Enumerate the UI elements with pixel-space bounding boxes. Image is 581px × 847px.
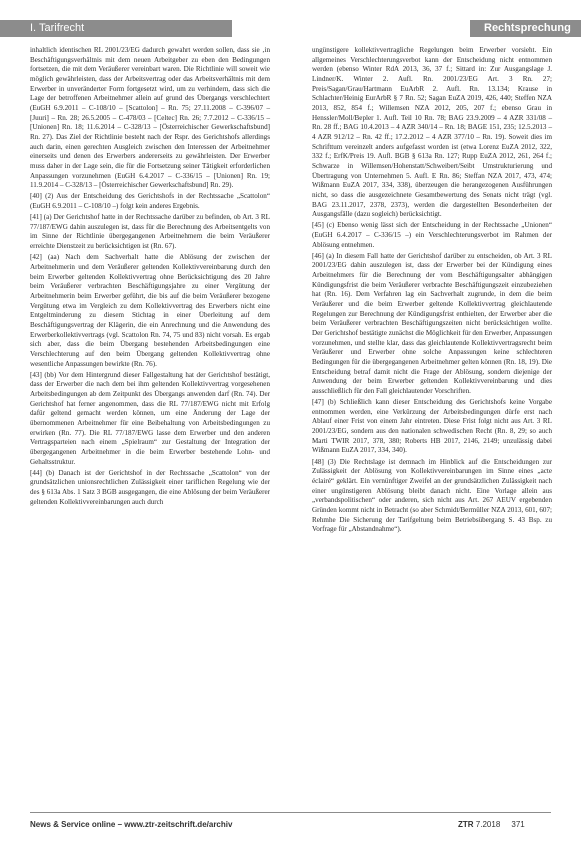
page-number: 371 — [511, 820, 525, 829]
section-header: I. Tarifrecht — [0, 20, 232, 37]
paragraph: [46] (a) In diesem Fall hatte der Gerichtshof darüber zu entscheiden, ob Art. 3 RL 2001/23/EG dahin auszulegen ist, dass der Erwerber bei der Kündigung eines Arbeitnehmers für die Berechnung der vom Beschäftigungsalter abhängigen Kündigungsfrist die beim Veräußerer verbrachte Beschäftigungszeit einzubeziehen hat (Rn. 16). Dem Verfahren lag ein Sachverhalt zugrunde, in dem die beim Veräußerer und die beim Erwerber geltende Kollektivvertrag gleichlautende Regelungen zur Berechnung der Kündigungsfrist enthielten, der Erwerber aber die beim Veräußerer verbrachten Beschäftigungszeiten nicht berücksichtigen wollte. Der Gerichtshof bestätigte zunächst die Möglichkeit für den Erwerber, Anpassungen vorzunehmen, und stellte klar, dass das gleichlautende Kollektivvertragsrecht beim Veräußerer und Erwerber ohne solche Anpassungen keine schlechteren Bedingungen für die übergegangenen Arbeitnehmer gelten können (Rn. 18, 19). Die Entscheidung betraf damit nicht die Frage der Ablösung, sondern diejenige der Anwendung der beim Erwerber geltenden Kollektivvereinbarung und dies ausschließlich für den Fall gleichlautender Vorschriften. — [312, 251, 552, 395]
paragraph: [48] (3) Die Rechtslage ist demnach im Hinblick auf die Entscheidungen zur Zulässigkeit der Ablösung von Kollektivvereinbarungen im Sinne eines „acte éclairé“ geklärt. Ein vernünftiger Zweifel an der grundsätzlichen Zulässigkeit nach einer ungünstigeren Ablösung bleibt danach nicht. Eine Vorlage allein aus „verbandspolitischen“ oder anderen, sich nicht aus Art. 267 AEUV ergebenden Gründen kommt nicht in Betracht (so aber Schmidt/Bermüller NZA 2013, 601, 607; Rehmhe Die Sicherung der Tarifgeltung beim Betriebsübergang S. 43 Bsp. zu Vorfrage für „Abstandnahme“). — [312, 457, 552, 534]
paragraph: inhaltlich identischen RL 2001/23/EG dadurch gewahrt werden sollen, dass sie ‚in Beschäftigungsverhältnis mit dem neuen Arbeitgeber zu eben den Bedingungen fortsetzen, die mit dem Veräußerer vereinbart waren. Die Richtlinie will soweit wie möglich gewährleisten, dass der Arbeitsvertrag oder das Arbeitsverhältnis mit dem Erwerber in unveränderter Form fortgesetzt wird, um zu verhindern, dass sich die Lage der betroffenen Arbeitnehmer allein auf grund des Übergangs verschlechtert (EuGH 6.9.2011 – C-108/10 – [Scattolon] – Rn. 75; 27.11.2008 – C-396/07 – [Juuri] – Rn. 28; 26.5.2005 – C-478/03 – [Celtec] Rn. 26; 7.7.2012 – C-336/15 – [Unionen] Rn. 18; 11.6.2014 – C-328/13 – [Österreichischer Gewerkschaftsbund] Rn. 27). Das Ziel der Richtlinie besteht nach der Rspr. des Gerichtshofs allerdings auch darin, einen gerechten Ausgleich zwischen den Interessen der Arbeitnehmer einerseits und denen des Erwerbers andererseits zu gewährleisten. Der Erwerber muss daher in der Lage sein, die für die Fortsetzung seiner Tätigkeit erforderlichen Anpassungen vorzunehmen (EuGH 6.4.2017 – C-336/15 – [Unionen] Rn. 19; 11.9.2014 – C-328/13 – [Österreichischer Gewerkschaftsbund] Rn. 29). — [30, 46, 270, 190]
journal-name: ZTR — [458, 820, 474, 829]
footer-site-link[interactable]: News & Service online – www.ztr-zeitschrift.de/archiv — [30, 820, 233, 829]
paragraph: [45] (c) Ebenso wenig lässt sich der Entscheidung in der Rechtssache „Unionen“ (EuGH 6.4.2017 – C-336/15 –) ein Verschlechterungsverbot im Rahmen der Ablösung entnehmen. — [312, 221, 552, 249]
category-header: Rechtsprechung — [470, 20, 581, 37]
footer-divider — [30, 812, 551, 813]
right-column — [312, 46, 552, 536]
paragraph: [41] (a) Der Gerichtshof hatte in der Rechtssache darüber zu befinden, ob Art. 3 RL 77/187/EWG dahin auszulegen ist, dass für die Berechnung des Arbeitsentgelts von im Sinne der Richtlinie übergegangenen Arbeitnehmern die beim Veräußerer erreichte Dienstzeit zu berücksichtigen ist (Rn. 67). — [30, 213, 270, 251]
paragraph: [42] (aa) Nach dem Sachverhalt hatte die Ablösung der zwischen der Arbeitnehmerin und dem Veräußerer geltenden Kollektivvereinbarung durch den beim Erwerber geltenden Kollektivvertrag ohne Berücksichtigung des 20 Jahre beim Veräußerer verbrachten Beschäftigungsjahre zu einer Vergütung der Arbeitnehmerin beim Erwerber geführt, die bis auf die beim Veräußerer bezogene Vergütung etwa im Vergleich zu dem Kollektivvertrag des Erwerbers nicht eine Entgeltminderung zu diesem Stichtag in einer Überleitung auf dem Beschäftigungsvertrag der Klägerin, die ein Anrechnung und die Anwendung des Erwerberkollektivvertrags (vgl. Scattolon Rn. 74, 75 und 83) nicht vorsah. Es ergab sich aber, dass die beim Übergang bestehenden Arbeitsbedingungen eine Verschlechterung auf den beim Übergang geltenden Kollektivvertrag ohne wesentliche Anpassungen bewirkte (Rn. 76). — [30, 253, 270, 368]
paragraph: [47] (b) Schließlich kann dieser Entscheidung des Gerichtshofs keine Vorgabe entnommen werden, eine Verkürzung der Arbeitsbedingungen dürfe erst nach Ablauf einer Frist von einem Jahr eintreten. Diese Frist folgt nicht aus Art. 3 RL 2001/23/EG, sondern aus den nationalen schwedischen Recht (Rn. 8, 29; so auch Marti TWIR 2017, 378, 380; Roberts HB 2017, 2146, 2149; unzulässig dabei Wißmann EuZA 2017, 334, 340). — [312, 398, 552, 455]
paragraph: [40] (2) Aus der Entscheidung des Gerichtshofs in der Rechtssache „Scattolon“ (EuGH 6.9.2011 – C-108/10 –) folgt kein anderes Ergebnis. — [30, 192, 270, 210]
issue-number: 7.2018 — [475, 820, 501, 829]
paragraph: [43] (bb) Vor dem Hintergrund dieser Fallgestaltung hat der Gerichtshof bestätigt, dass der Erwerber die nach dem bei ihm geltenden Kollektivvertrag vorgesehenen Arbeitsbedingungen ab dem Zeitpunkt des Übergangs anwenden darf (Rn. 74). Der Gerichtshof hat ferner angenommen, dass die RL 77/187/EWG nicht mit Erfolg dafür geltend gemacht werden können, um eine Änderung der Lage der übernommenen Arbeitnehmer für eine Beibehaltung von Arbeitsbedingungen zu erwirken (Rn. 77). Die RL 77/187/EWG lasse dem Erwerber und den anderen Vertragsparteien nach einem „Spielraum“ zur Gestaltung der Integration der übergegangenen Arbeitnehmer in die beim Erwerber bestehende Lohn- und Gehaltsstruktur. — [30, 370, 270, 466]
paragraph: ungünstigere kollektivvertragliche Regelungen beim Erwerber vorsieht. Ein allgemeines Verschlechterungsverbot kann der Entscheidung nicht entnommen werden (ebenso Winter RdA 2013, 36, 37 f.; Sittard in: Zur Ausgangslage J. Lindner/K. Winter 2. Aufl. Rn. 2001/23/EG Art. 3 Rn. 27; Preis/Sagan/Grau/Hartmann EuArbR 2. Aufl. Rn. 13.134; Krause in Schlachter/Heinig EurArbR § 7 Rn. 52; Sagan EuZA 2019, 426, 440; Steffen NZA 2013, 852, 854 f.; Willemsen NZA 2012, 205, 207 f.; ebenso Grau in Henssler/Moll/Bepler 1. Aufl. Teil 10 Rn. 78; BAG 23.9.2009 – 4 AZR 331/08 – Rn. 28 ff.; BAG 10.4.2013 – 4 AZR 340/14 – Rn. 18; BAGE 151, 235; 12.5.2013 – 4 AZR 912/12 – Rn. 42 ff.; 17.2.2012 – 4 AZR 377/10 – Rn. 19). Soweit dies im Schrifttum vereinzelt anders aufgefasst worden ist (etwa Lorenz EuZA 2012, 322, 332 f.; ErfK/Preis 19. Aufl. BGB § 613a Rn. 127; Rupp EuZA 2012, 261, 264 f.; Schwarze in Willemsen/Hohenstatt/Schweibert/Seibt Umstrukturierung und Übertragung von Unternehmen 5. Aufl. E Rn. 86; Steffan NZA 2017, 473, 474; Wißmann EuZA 2017, 334, 338), überzeugen die herangezogenen Ausführungen nicht, so dass die ausgezeichnete Gesamtbewertung des Senats nicht trägt (vgl. BAG 23.11.2017, 2378, 2373), werden die dargestellten Besonderheiten der Ausgangsfälle (dazu sogleich) berücksichtigt. — [312, 46, 552, 219]
paragraph: [44] (b) Danach ist der Gerichtshof in der Rechtssache „Scattolon“ von der grundsätzlichen unionsrechtlichen Zulässigkeit einer tariflichen Regelung wie der des § 613a Abs. 1 Satz 3 BGB ausgegangen, die eine Ablösung der beim Veräußerer geltenden Kollektivvereinbarungen auch durch — [30, 468, 270, 506]
left-column — [30, 46, 270, 509]
footer-issue-info — [458, 820, 525, 829]
